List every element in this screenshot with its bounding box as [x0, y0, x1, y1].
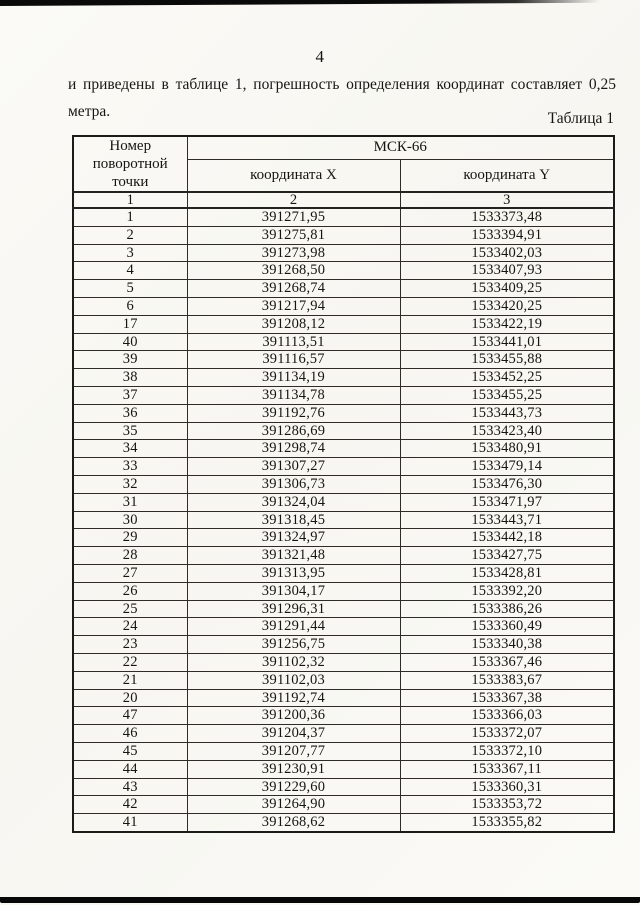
cell-coordinate-x: 391192,76	[187, 404, 400, 422]
cell-coordinate-y: 1533383,67	[400, 671, 614, 689]
table-row	[73, 369, 614, 387]
cell-point-number: 22	[73, 653, 187, 671]
cell-coordinate-x: 391268,74	[187, 280, 400, 298]
cell-point-number: 38	[73, 369, 187, 387]
scan-artifact-top-bar	[0, 0, 600, 6]
cell-point-number: 6	[73, 297, 187, 315]
cell-point-number: 33	[73, 458, 187, 476]
cell-coordinate-y: 1533442,18	[400, 529, 614, 547]
cell-point-number: 25	[73, 600, 187, 618]
cell-coordinate-x: 391304,17	[187, 582, 400, 600]
cell-coordinate-y: 1533443,71	[400, 511, 614, 529]
cell-point-number: 36	[73, 404, 187, 422]
cell-coordinate-y: 1533360,49	[400, 618, 614, 636]
table-row	[73, 725, 614, 743]
table-row	[73, 671, 614, 689]
cell-coordinate-y: 1533476,30	[400, 475, 614, 493]
table-row	[73, 440, 614, 458]
cell-coordinate-y: 1533360,31	[400, 778, 614, 796]
cell-point-number: 21	[73, 671, 187, 689]
table-row	[73, 600, 614, 618]
cell-coordinate-y: 1533394,91	[400, 226, 614, 244]
cell-coordinate-x: 391102,03	[187, 671, 400, 689]
cell-coordinate-x: 391306,73	[187, 475, 400, 493]
cell-point-number: 44	[73, 760, 187, 778]
cell-coordinate-y: 1533353,72	[400, 796, 614, 814]
cell-coordinate-x: 391298,74	[187, 440, 400, 458]
cell-point-number: 24	[73, 618, 187, 636]
cell-coordinate-x: 391256,75	[187, 636, 400, 654]
cell-point-number: 34	[73, 440, 187, 458]
table-row	[73, 582, 614, 600]
cell-coordinate-x: 391204,37	[187, 725, 400, 743]
cell-point-number: 20	[73, 689, 187, 707]
cell-coordinate-y: 1533428,81	[400, 564, 614, 582]
coordinates-table-header	[73, 136, 614, 208]
cell-coordinate-x: 391208,12	[187, 315, 400, 333]
cell-coordinate-y: 1533443,73	[400, 404, 614, 422]
cell-coordinate-x: 391307,27	[187, 458, 400, 476]
table-row	[73, 547, 614, 565]
scan-artifact-bottom-bar	[0, 897, 640, 903]
table-row	[73, 386, 614, 404]
column-index-row	[73, 192, 614, 208]
cell-coordinate-x: 391134,19	[187, 369, 400, 387]
cell-point-number: 26	[73, 582, 187, 600]
cell-coordinate-x: 391230,91	[187, 760, 400, 778]
cell-point-number: 41	[73, 814, 187, 832]
table-row	[73, 814, 614, 832]
cell-coordinate-x: 391271,95	[187, 208, 400, 226]
cell-point-number: 2	[73, 226, 187, 244]
column-index-3: 3	[400, 192, 614, 208]
cell-point-number: 30	[73, 511, 187, 529]
table-row	[73, 422, 614, 440]
cell-point-number: 46	[73, 725, 187, 743]
cell-coordinate-x: 391318,45	[187, 511, 400, 529]
cell-coordinate-y: 1533455,88	[400, 351, 614, 369]
cell-coordinate-y: 1533355,82	[400, 814, 614, 832]
table-row	[73, 778, 614, 796]
header-coordinate-y: координата Y	[400, 159, 614, 192]
cell-coordinate-y: 1533409,25	[400, 280, 614, 298]
cell-coordinate-y: 1533367,11	[400, 760, 614, 778]
table-row	[73, 280, 614, 298]
cell-coordinate-y: 1533373,48	[400, 208, 614, 226]
table-row	[73, 493, 614, 511]
table-row	[73, 653, 614, 671]
table-row	[73, 636, 614, 654]
table-row	[73, 458, 614, 476]
coordinates-table-body	[73, 208, 614, 832]
cell-coordinate-x: 391324,04	[187, 493, 400, 511]
cell-point-number: 17	[73, 315, 187, 333]
cell-coordinate-x: 391217,94	[187, 297, 400, 315]
table-row	[73, 315, 614, 333]
cell-point-number: 35	[73, 422, 187, 440]
table-row	[73, 262, 614, 280]
cell-coordinate-y: 1533366,03	[400, 707, 614, 725]
cell-coordinate-x: 391275,81	[187, 226, 400, 244]
cell-point-number: 40	[73, 333, 187, 351]
cell-coordinate-y: 1533471,97	[400, 493, 614, 511]
column-index-2: 2	[187, 192, 400, 208]
cell-point-number: 32	[73, 475, 187, 493]
body-text-line-2: метра.	[68, 103, 111, 120]
cell-point-number: 3	[73, 244, 187, 262]
cell-coordinate-x: 391286,69	[187, 422, 400, 440]
cell-coordinate-x: 391192,74	[187, 689, 400, 707]
cell-coordinate-x: 391116,57	[187, 351, 400, 369]
cell-coordinate-y: 1533427,75	[400, 547, 614, 565]
cell-coordinate-y: 1533340,38	[400, 636, 614, 654]
cell-point-number: 43	[73, 778, 187, 796]
cell-coordinate-y: 1533372,07	[400, 725, 614, 743]
page-number: 4	[315, 47, 325, 66]
table-row	[73, 244, 614, 262]
table-caption: Таблица 1	[547, 110, 614, 127]
cell-point-number: 39	[73, 351, 187, 369]
cell-coordinate-x: 391296,31	[187, 600, 400, 618]
cell-point-number: 37	[73, 386, 187, 404]
table-row	[73, 404, 614, 422]
column-index-1: 1	[73, 192, 187, 208]
cell-coordinate-y: 1533420,25	[400, 297, 614, 315]
cell-coordinate-y: 1533367,46	[400, 653, 614, 671]
table-row	[73, 689, 614, 707]
cell-coordinate-x: 391268,62	[187, 814, 400, 832]
table-row	[73, 564, 614, 582]
table-row	[73, 760, 614, 778]
coordinates-table	[72, 135, 615, 833]
header-point-number: Номер поворотной точки	[73, 136, 187, 192]
cell-coordinate-y: 1533386,26	[400, 600, 614, 618]
table-row	[73, 511, 614, 529]
table-row	[73, 618, 614, 636]
table-row	[73, 475, 614, 493]
cell-coordinate-y: 1533452,25	[400, 369, 614, 387]
cell-coordinate-x: 391264,90	[187, 796, 400, 814]
table-row	[73, 742, 614, 760]
cell-coordinate-y: 1533407,93	[400, 262, 614, 280]
cell-coordinate-y: 1533441,01	[400, 333, 614, 351]
cell-coordinate-x: 391268,50	[187, 262, 400, 280]
cell-point-number: 5	[73, 280, 187, 298]
table-row	[73, 529, 614, 547]
cell-point-number: 45	[73, 742, 187, 760]
table-row	[73, 226, 614, 244]
cell-coordinate-y: 1533422,19	[400, 315, 614, 333]
cell-point-number: 47	[73, 707, 187, 725]
cell-coordinate-x: 391324,97	[187, 529, 400, 547]
body-text-line-1: и приведены в таблице 1, погрешность определения координат составляет 0,25	[68, 76, 616, 93]
header-coordinate-x: координата X	[187, 159, 400, 192]
cell-point-number: 42	[73, 796, 187, 814]
cell-coordinate-x: 391102,32	[187, 653, 400, 671]
cell-coordinate-y: 1533423,40	[400, 422, 614, 440]
table-row	[73, 707, 614, 725]
table-row	[73, 297, 614, 315]
cell-point-number: 31	[73, 493, 187, 511]
table-row	[73, 351, 614, 369]
cell-point-number: 1	[73, 208, 187, 226]
cell-coordinate-x: 391113,51	[187, 333, 400, 351]
table-row	[73, 208, 614, 226]
cell-coordinate-y: 1533402,03	[400, 244, 614, 262]
table-row	[73, 796, 614, 814]
cell-coordinate-y: 1533479,14	[400, 458, 614, 476]
cell-coordinate-y: 1533480,91	[400, 440, 614, 458]
cell-coordinate-x: 391134,78	[187, 386, 400, 404]
cell-coordinate-x: 391291,44	[187, 618, 400, 636]
cell-point-number: 4	[73, 262, 187, 280]
cell-coordinate-x: 391200,36	[187, 707, 400, 725]
cell-coordinate-x: 391229,60	[187, 778, 400, 796]
cell-point-number: 28	[73, 547, 187, 565]
cell-coordinate-x: 391207,77	[187, 742, 400, 760]
header-crs-msk66: МСК-66	[187, 136, 614, 159]
cell-point-number: 23	[73, 636, 187, 654]
cell-coordinate-x: 391321,48	[187, 547, 400, 565]
cell-point-number: 29	[73, 529, 187, 547]
cell-coordinate-x: 391313,95	[187, 564, 400, 582]
cell-coordinate-y: 1533455,25	[400, 386, 614, 404]
cell-coordinate-y: 1533372,10	[400, 742, 614, 760]
cell-point-number: 27	[73, 564, 187, 582]
table-row	[73, 333, 614, 351]
cell-coordinate-y: 1533392,20	[400, 582, 614, 600]
cell-coordinate-y: 1533367,38	[400, 689, 614, 707]
cell-coordinate-x: 391273,98	[187, 244, 400, 262]
